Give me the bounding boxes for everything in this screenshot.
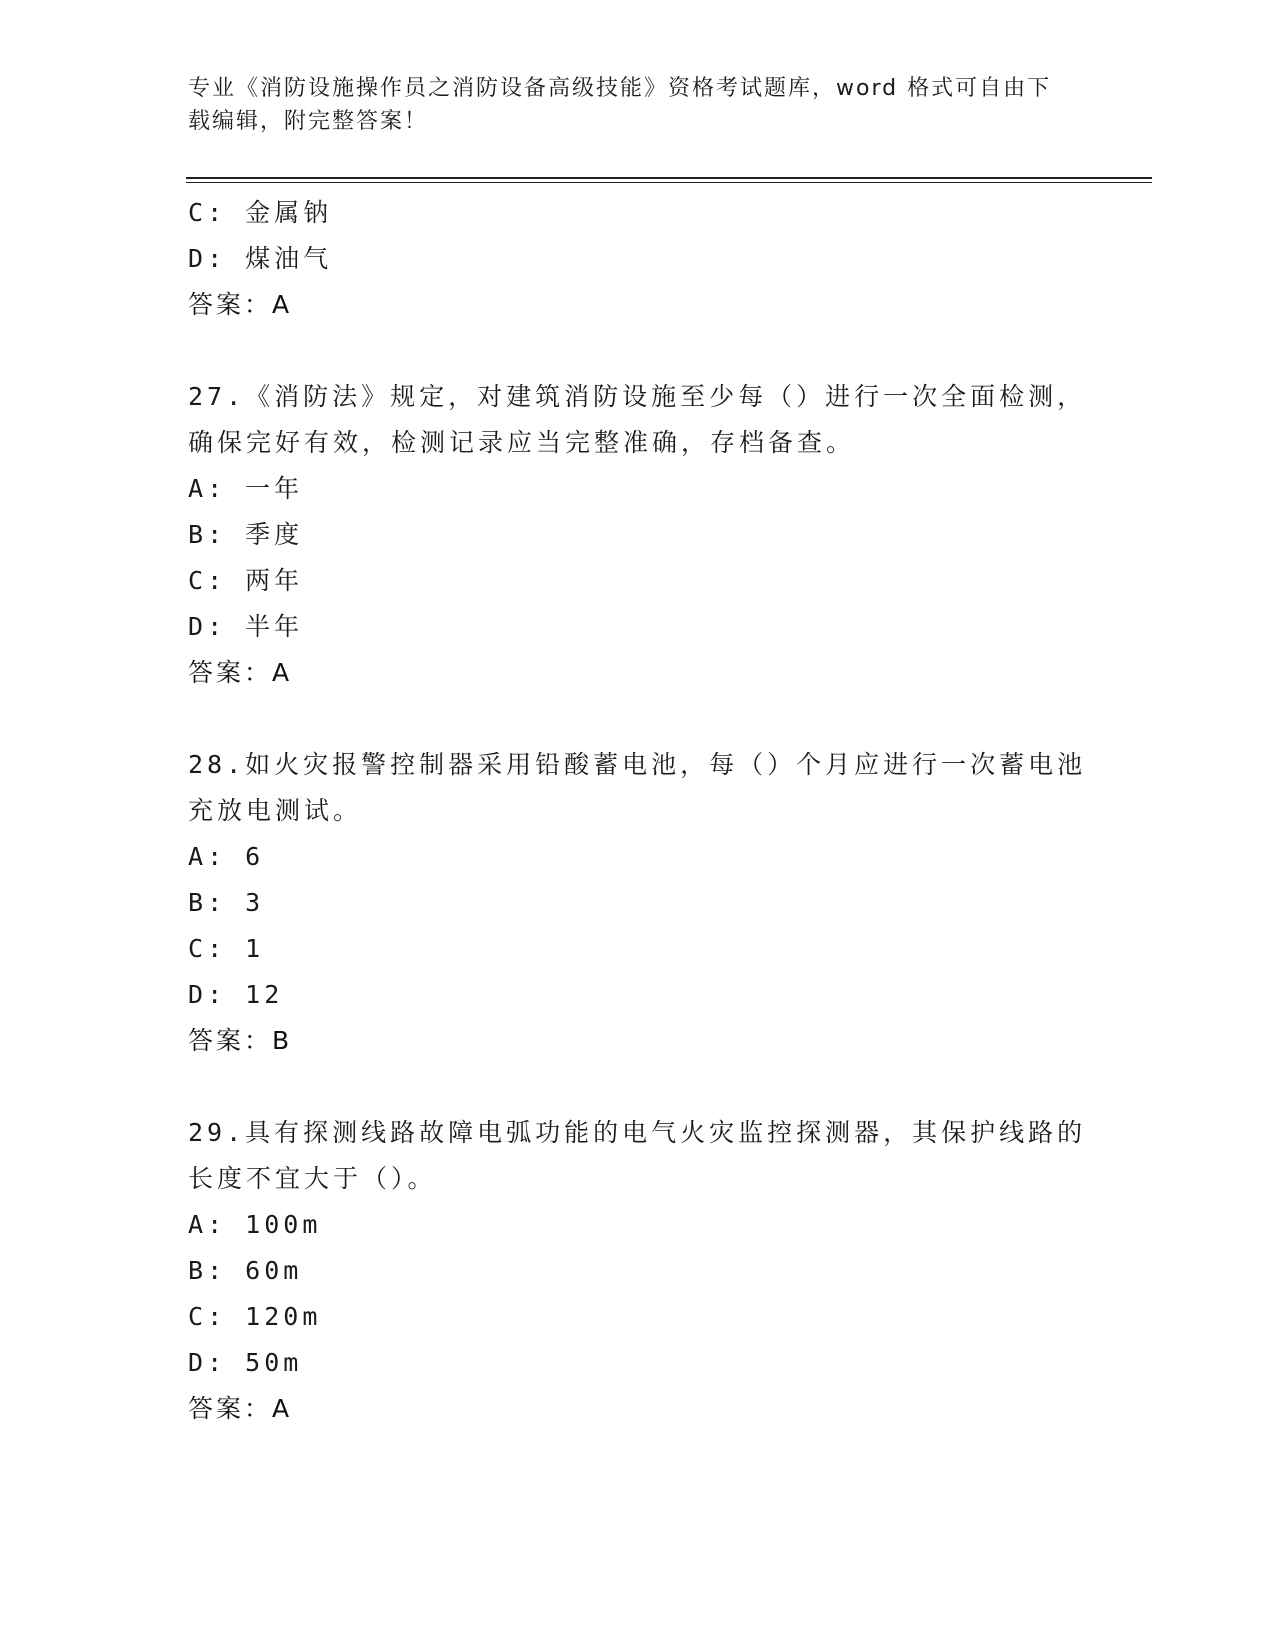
- answer-line: 答案：A: [188, 1394, 293, 1423]
- question-29: [188, 1110, 1088, 1432]
- document-header: [188, 72, 1088, 138]
- question-list: [188, 190, 1088, 1432]
- header-rule-thin: [186, 182, 1152, 183]
- option-c: C: 金属钠: [188, 198, 333, 227]
- answer-line: 答案：B: [188, 1026, 293, 1055]
- answer-line: 答案：A: [188, 658, 293, 687]
- continued-question: [188, 190, 1088, 328]
- option-b: B: 60m: [188, 1256, 303, 1285]
- question-28: [188, 742, 1088, 1064]
- question-stem: 28.如火灾报警控制器采用铅酸蓄电池，每（）个月应进行一次蓄电池 充放电测试。: [188, 750, 1087, 825]
- option-a: A: 一年: [188, 474, 304, 503]
- answer-line: 答案：A: [188, 290, 293, 319]
- option-a: A: 6: [188, 842, 265, 871]
- option-c: C: 120m: [188, 1302, 322, 1331]
- question-stem: 29.具有探测线路故障电弧功能的电气火灾监控探测器，其保护线路的 长度不宜大于（）。: [188, 1118, 1087, 1193]
- question-stem: 27.《消防法》规定，对建筑消防设施至少每（）进行一次全面检测， 确保完好有效，检测记录应当完整准确，存档备查。: [188, 382, 1087, 457]
- option-d: D: 12: [188, 980, 284, 1009]
- option-c: C: 两年: [188, 566, 304, 595]
- question-number: 29.: [188, 1118, 246, 1147]
- option-b: B: 3: [188, 888, 265, 917]
- header-rule-thick: [186, 177, 1152, 179]
- header-line-2: 载编辑，附完整答案！: [188, 109, 429, 134]
- question-number: 27.: [188, 382, 246, 411]
- option-d: D: 50m: [188, 1348, 303, 1377]
- option-b: B: 季度: [188, 520, 304, 549]
- option-c: C: 1: [188, 934, 265, 963]
- option-d: D: 煤油气: [188, 244, 333, 273]
- header-line-1: 专业《消防设施操作员之消防设备高级技能》资格考试题库，word 格式可自由下: [188, 76, 1052, 101]
- option-d: D: 半年: [188, 612, 304, 641]
- question-number: 28.: [188, 750, 246, 779]
- question-27: [188, 374, 1088, 696]
- option-a: A: 100m: [188, 1210, 322, 1239]
